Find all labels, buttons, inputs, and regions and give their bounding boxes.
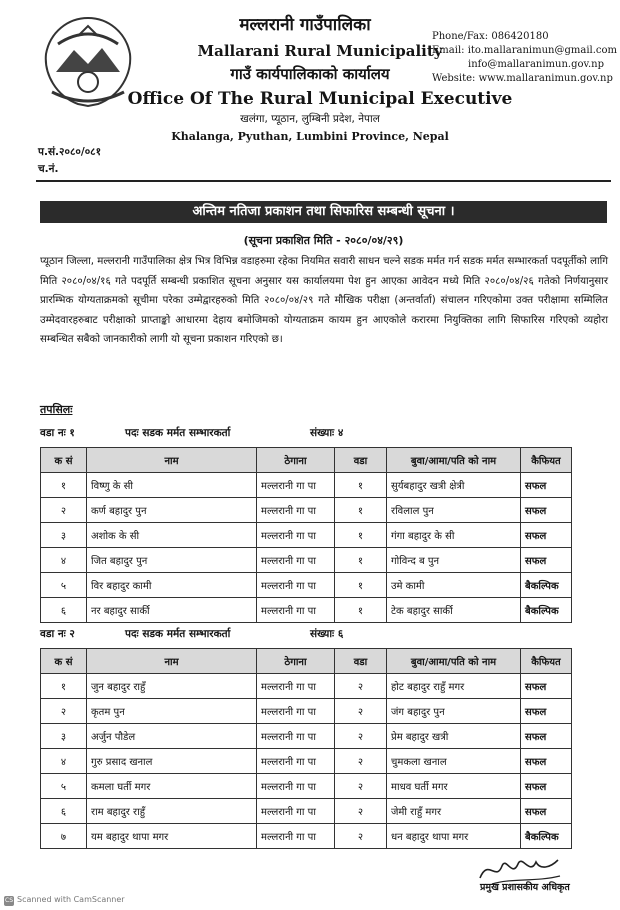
table-cell: अशोक के सी (87, 523, 257, 548)
table-cell: १ (335, 598, 387, 623)
contact-email: Email: ito.mallaranimun@gmail.com (432, 45, 617, 56)
table-cell: सफल (521, 674, 572, 699)
scanner-text: Scanned with CamScanner (17, 895, 125, 904)
table-cell: जेमी राहुँ मगर (387, 799, 521, 824)
table-cell: सफल (521, 473, 572, 498)
header-address-en: Khalanga, Pyuthan, Lumbini Province, Nepal (171, 130, 449, 143)
details-label: तपसिलः (40, 403, 73, 416)
table-cell: बैकल्पिक (521, 598, 572, 623)
table-cell: १ (41, 473, 87, 498)
ward-1-header (40, 426, 600, 442)
table-cell: मल्लरानी गा पा (257, 473, 335, 498)
table-cell: अर्जुन पौडेल (87, 724, 257, 749)
table-cell: १ (335, 548, 387, 573)
table-cell: सफल (521, 498, 572, 523)
ward-1-count: संख्याः ४ (310, 427, 344, 439)
table-cell: कर्ण बहादुर पुन (87, 498, 257, 523)
table-row (41, 724, 572, 749)
table-cell: मल्लरानी गा पा (257, 824, 335, 849)
contact-block (432, 30, 617, 86)
table-cell: प्रेम बहादुर खत्री (387, 724, 521, 749)
header-office-np: गाउँ कार्यपालिकाको कार्यालय (230, 65, 390, 83)
table-cell: मल्लरानी गा पा (257, 749, 335, 774)
scanner-footer (4, 895, 125, 906)
table-cell: सफल (521, 749, 572, 774)
table-cell: १ (41, 674, 87, 699)
table-cell: उमे कामी (387, 573, 521, 598)
table-cell: ६ (41, 799, 87, 824)
table-cell: जुन बहादुर राहुँ (87, 674, 257, 699)
column-header: वडा (335, 649, 387, 674)
ward-1-table (40, 447, 572, 623)
table-cell: १ (335, 473, 387, 498)
ward-2-post: पदः सडक मर्मत सम्भारकर्ता (125, 628, 231, 640)
ward-1-label: वडा नः १ (40, 427, 75, 439)
table-cell: मल्लरानी गा पा (257, 598, 335, 623)
contact-website: Website: www.mallaranimun.gov.np (432, 73, 613, 84)
table-cell: गंगा बहादुर के सी (387, 523, 521, 548)
table-cell: धन बहादुर थापा मगर (387, 824, 521, 849)
table-cell: ४ (41, 548, 87, 573)
notice-body: प्यूठान जिल्ला, मल्लरानी गाउँपालिका क्षेत्र भित्र विभिन्न वडाहरुमा रहेका नियमित सवारी साधन चल्ने सडक मर्मत गर्न सडक मर्मत सम्भारकर्ता पदपूर्तीको लागि मिति २०८०/०४/१६ गते पदपूर्ति सम्बन्धी प्रकाशित सूचना अनुसार यस कार्यालयमा पेश हुन आएका आवेदन मध्ये मिति २०८०/०४/२६ गतेको निर्णयानुसार प्रारम्भिक योग्यताक्रमको सूचीमा परेका उम्मेद्वारहरुको मिति २०८०/०४/२९ गते मौखिक परीक्षा (अन्तर्वार्ता) संचालन गरिएकोमा उक्त परीक्षामा सम्मिलित उम्मेदवारहरुबाट परीक्षाको प्राप्ताङ्को आधारमा देहाय बमोजिमको योग्यताक्रम कायम हुन आएकोले करारमा नियुक्तिका लागि सिफारिस गरिएको व्यहोरा सम्बन्धित सबैको जानकारीको लागी यो सूचना प्रकाशन गरिएको छ। (40, 256, 608, 345)
table-cell: ३ (41, 724, 87, 749)
table-cell: ४ (41, 749, 87, 774)
table-cell: मल्लरानी गा पा (257, 674, 335, 699)
table-cell: मल्लरानी गा पा (257, 523, 335, 548)
table-cell: मल्लरानी गा पा (257, 498, 335, 523)
table-row (41, 824, 572, 849)
column-header: कैफियत (521, 448, 572, 473)
table-cell: १ (335, 498, 387, 523)
column-header: कैफियत (521, 649, 572, 674)
reference-block (38, 144, 101, 178)
dispatch-number: च.नं. (38, 163, 59, 175)
table-cell: सफल (521, 548, 572, 573)
table-cell: मल्लरानी गा पा (257, 573, 335, 598)
header-divider (36, 180, 611, 182)
ward-2-count: संख्याः ६ (310, 628, 344, 640)
column-header: बुवा/आमा/पति को नाम (387, 649, 521, 674)
table-row (41, 598, 572, 623)
ward-2-header (40, 627, 600, 643)
table-cell: सफल (521, 699, 572, 724)
table-cell: विष्णु के सी (87, 473, 257, 498)
table-cell: सफल (521, 724, 572, 749)
table-cell: २ (335, 799, 387, 824)
table-row (41, 523, 572, 548)
table-cell: २ (335, 749, 387, 774)
table-cell: रविलाल पुन (387, 498, 521, 523)
table-cell: २ (335, 774, 387, 799)
table-cell: २ (335, 724, 387, 749)
table-cell: मल्लरानी गा पा (257, 724, 335, 749)
table-cell: सुर्यबहादुर खत्री क्षेत्री (387, 473, 521, 498)
table-cell: जित बहादुर पुन (87, 548, 257, 573)
column-header: क सं (41, 649, 87, 674)
table-cell: गुरु प्रसाद खनाल (87, 749, 257, 774)
table-cell: सफल (521, 774, 572, 799)
column-header: वडा (335, 448, 387, 473)
table-cell: २ (41, 498, 87, 523)
table-cell: सफल (521, 523, 572, 548)
table-cell: बैकल्पिक (521, 824, 572, 849)
column-header: नाम (87, 448, 257, 473)
camscanner-icon: CS (5, 897, 13, 904)
table-row (41, 699, 572, 724)
table-cell: सफल (521, 799, 572, 824)
header-municipality-np: मल्लरानी गाउँपालिका (239, 15, 371, 35)
table-cell: १ (335, 523, 387, 548)
ward-1-post: पदः सडक मर्मत सम्भारकर्ता (125, 427, 231, 439)
signature-title: प्रमुख प्रशासकीय अधिकृत (480, 882, 570, 893)
ward-2-table (40, 648, 572, 849)
table-cell: माधव घर्ती मगर (387, 774, 521, 799)
notice-title: अन्तिम नतिजा प्रकाशन तथा सिफारिस सम्बन्धी सूचना । (40, 201, 607, 223)
table-cell: ५ (41, 573, 87, 598)
table-cell: नर बहादुर सार्की (87, 598, 257, 623)
table-cell: मल्लरानी गा पा (257, 799, 335, 824)
ward-2-label: वडा नः २ (40, 628, 75, 640)
table-cell: कृतम पुन (87, 699, 257, 724)
table-cell: विर बहादुर कामी (87, 573, 257, 598)
table-cell: २ (335, 674, 387, 699)
table-cell: कमला घर्ती मगर (87, 774, 257, 799)
column-header: ठेगाना (257, 649, 335, 674)
header-address-np: खलंगा, प्यूठान, लुम्बिनी प्रदेश, नेपाल (240, 113, 380, 125)
table-cell: ६ (41, 598, 87, 623)
table-cell: २ (41, 699, 87, 724)
table-cell: टेक बहादुर सार्की (387, 598, 521, 623)
table-cell: २ (335, 699, 387, 724)
table-cell: १ (335, 573, 387, 598)
table-row (41, 799, 572, 824)
column-header: नाम (87, 649, 257, 674)
table-row (41, 498, 572, 523)
table-cell: २ (335, 824, 387, 849)
table-cell: होट बहादुर राहुँ मगर (387, 674, 521, 699)
table-row (41, 774, 572, 799)
table-cell: ५ (41, 774, 87, 799)
contact-phone: Phone/Fax: 086420180 (432, 31, 549, 42)
table-row (41, 473, 572, 498)
table-row (41, 548, 572, 573)
table-row (41, 573, 572, 598)
notice-published-date: (सूचना प्रकाशित मिति - २०८०/०४/२९) (243, 234, 404, 247)
table-cell: मल्लरानी गा पा (257, 774, 335, 799)
letter-number: प.सं.२०८०/०८१ (38, 146, 102, 158)
column-header: क सं (41, 448, 87, 473)
table-cell: ३ (41, 523, 87, 548)
table-cell: गोविन्द ब पुन (387, 548, 521, 573)
table-cell: मल्लरानी गा पा (257, 699, 335, 724)
header-office-en: Office Of The Rural Municipal Executive (127, 89, 513, 109)
table-cell: बैकल्पिक (521, 573, 572, 598)
table-cell: मल्लरानी गा पा (257, 548, 335, 573)
table-cell: यम बहादुर थापा मगर (87, 824, 257, 849)
header-municipality-en: Mallarani Rural Municipality (197, 42, 443, 60)
column-header: ठेगाना (257, 448, 335, 473)
table-header-row (41, 448, 572, 473)
table-row (41, 674, 572, 699)
table-cell: चुमकला खनाल (387, 749, 521, 774)
contact-email-secondary: info@mallaranimun.gov.np (468, 59, 604, 70)
column-header: बुवा/आमा/पति को नाम (387, 448, 521, 473)
table-cell: राम बहादुर राहुँ (87, 799, 257, 824)
table-cell: ७ (41, 824, 87, 849)
table-row (41, 749, 572, 774)
table-header-row (41, 649, 572, 674)
table-cell: जंग बहादुर पुन (387, 699, 521, 724)
